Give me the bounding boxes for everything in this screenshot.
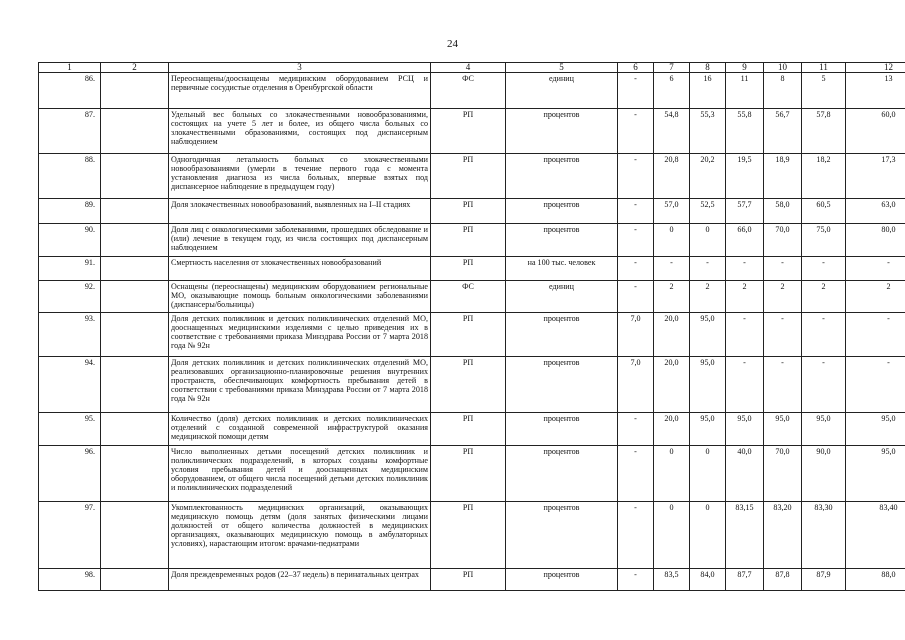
value-col-10: 95,0 [764,413,802,446]
unit-of-measure: единиц [506,73,618,109]
unit-of-measure: процентов [506,569,618,591]
row-number: 91. [39,257,101,281]
value-col-8: 16 [690,73,726,109]
row-number: 93. [39,313,101,357]
value-col-9: 55,8 [726,109,764,154]
value-col-8: 55,3 [690,109,726,154]
value-col-9: 83,15 [726,502,764,569]
value-col-6: 7,0 [618,313,654,357]
unit-of-measure: на 100 тыс. человек [506,257,618,281]
value-col-9: - [726,313,764,357]
indicator-name: Укомплектованность медицинских организаций, оказывающих медицинскую помощь детям (доля занятых физическими лицами должностей от общего количества должностей в медицинских организациях, оказывающих медицинскую помощь в амбулаторных условиях), нарастающим итогом: врачами-педиатрами [169,502,431,569]
indicator-type: ФС [431,73,506,109]
row-number: 89. [39,199,101,224]
value-col-6: 7,0 [618,357,654,413]
column-number: 5 [506,63,618,73]
row-number: 86. [39,73,101,109]
unit-of-measure: единиц [506,281,618,313]
value-col-11: 5 [802,73,846,109]
value-col-12: - [846,257,905,281]
table-row [39,281,905,313]
value-col-7: 20,0 [654,357,690,413]
unit-of-measure: процентов [506,199,618,224]
indicator-name: Количество (доля) детских поликлиник и детских поликлинических отделений с созданной современной инфраструктурой оказания медицинской помощи детям [169,413,431,446]
indicator-name: Смертность населения от злокачественных новообразований [169,257,431,281]
indicator-type: РП [431,199,506,224]
indicator-type: РП [431,154,506,199]
value-col-9: 19,5 [726,154,764,199]
value-col-11: 87,9 [802,569,846,591]
value-col-10: 83,20 [764,502,802,569]
table-row [39,224,905,257]
indicator-type: РП [431,569,506,591]
table-row [39,73,905,109]
column-number: 2 [101,63,169,73]
value-col-7: 20,0 [654,313,690,357]
column-2-cell [101,357,169,413]
column-2-cell [101,446,169,502]
value-col-11: 83,30 [802,502,846,569]
column-number: 11 [802,63,846,73]
value-col-9: 2 [726,281,764,313]
value-col-8: 52,5 [690,199,726,224]
column-number: 10 [764,63,802,73]
indicator-name: Переоснащены/дооснащены медицинским оборудованием РСЦ и первичные сосудистые отделения в Оренбургской области [169,73,431,109]
value-col-6: - [618,199,654,224]
table-row [39,446,905,502]
indicator-name: Удельный вес больных со злокачественными новообразованиями, состоящих на учете 5 лет и более, из общего числа больных со злокачественными образованиями, состоящих под диспансерным наблюдением [169,109,431,154]
value-col-8: 0 [690,502,726,569]
value-col-8: 2 [690,281,726,313]
value-col-10: 70,0 [764,224,802,257]
value-col-8: 20,2 [690,154,726,199]
indicator-name: Доля детских поликлиник и детских поликлинических отделений МО, реализовавших организационно-планировочные решения внутренних пространств, обеспечивающих комфортность пребывания детей в соответствии с требованиями приказа Минздрава России от 7 марта 2018 года № 92н [169,357,431,413]
unit-of-measure: процентов [506,109,618,154]
table-row [39,569,905,591]
indicator-type: РП [431,257,506,281]
unit-of-measure: процентов [506,413,618,446]
table-row [39,199,905,224]
value-col-10: 58,0 [764,199,802,224]
value-col-6: - [618,502,654,569]
column-number: 7 [654,63,690,73]
value-col-9: - [726,257,764,281]
indicator-name: Доля детских поликлиник и детских поликлинических отделений МО, дооснащенных медицинскими изделиями с целью приведения их в соответствие с требованиями приказа Минздрава России от 7 марта 2018 года № 92н [169,313,431,357]
indicator-type: РП [431,109,506,154]
column-2-cell [101,257,169,281]
value-col-9: 87,7 [726,569,764,591]
column-number: 4 [431,63,506,73]
value-col-6: - [618,257,654,281]
value-col-7: - [654,257,690,281]
table-row [39,313,905,357]
value-col-8: - [690,257,726,281]
value-col-6: - [618,154,654,199]
value-col-7: 0 [654,446,690,502]
column-2-cell [101,281,169,313]
indicator-type: РП [431,313,506,357]
value-col-8: 95,0 [690,313,726,357]
page-number: 24 [447,38,458,50]
value-col-6: - [618,446,654,502]
value-col-12: 60,0 [846,109,905,154]
value-col-6: - [618,569,654,591]
value-col-8: 0 [690,224,726,257]
value-col-8: 95,0 [690,413,726,446]
value-col-11: 18,2 [802,154,846,199]
indicator-name: Доля преждевременных родов (22–37 недель) в перинатальных центрах [169,569,431,591]
value-col-8: 95,0 [690,357,726,413]
value-col-11: - [802,357,846,413]
indicator-name: Доля лиц с онкологическими заболеваниями, прошедших обследование и (или) лечение в текущем году, из числа состоящих под диспансерным наблюдением [169,224,431,257]
value-col-7: 2 [654,281,690,313]
value-col-12: 83,40 [846,502,905,569]
column-2-cell [101,199,169,224]
value-col-8: 0 [690,446,726,502]
value-col-6: - [618,413,654,446]
unit-of-measure: процентов [506,154,618,199]
value-col-6: - [618,281,654,313]
value-col-9: 66,0 [726,224,764,257]
value-col-10: - [764,357,802,413]
value-col-11: 2 [802,281,846,313]
value-col-7: 20,8 [654,154,690,199]
indicator-name: Число выполненных детьми посещений детских поликлиник и поликлинических подразделений, в которых созданы комфортные условия пребывания детей и дооснащенных медицинским оборудованием, от общего числа посещений детьми детских поликлиник и поликлинических подразделений [169,446,431,502]
column-2-cell [101,413,169,446]
value-col-7: 83,5 [654,569,690,591]
value-col-9: 95,0 [726,413,764,446]
column-2-cell [101,224,169,257]
unit-of-measure: процентов [506,313,618,357]
value-col-11: - [802,313,846,357]
row-number: 92. [39,281,101,313]
value-col-7: 0 [654,502,690,569]
indicator-type: РП [431,413,506,446]
table-row [39,257,905,281]
table-row [39,357,905,413]
row-number: 94. [39,357,101,413]
column-number: 9 [726,63,764,73]
indicator-type: РП [431,502,506,569]
row-number: 96. [39,446,101,502]
row-number: 98. [39,569,101,591]
value-col-9: 11 [726,73,764,109]
column-2-cell [101,313,169,357]
unit-of-measure: процентов [506,357,618,413]
value-col-10: 8 [764,73,802,109]
row-number: 90. [39,224,101,257]
value-col-11: 90,0 [802,446,846,502]
table-row [39,109,905,154]
value-col-10: 18,9 [764,154,802,199]
indicator-name: Доля злокачественных новообразований, выявленных на I–II стадиях [169,199,431,224]
value-col-12: 2 [846,281,905,313]
row-number: 97. [39,502,101,569]
column-number: 3 [169,63,431,73]
value-col-7: 20,0 [654,413,690,446]
column-2-cell [101,569,169,591]
unit-of-measure: процентов [506,224,618,257]
value-col-9: 57,7 [726,199,764,224]
column-2-cell [101,154,169,199]
value-col-12: 88,0 [846,569,905,591]
value-col-12: 17,3 [846,154,905,199]
value-col-11: 57,8 [802,109,846,154]
row-number: 95. [39,413,101,446]
value-col-10: 87,8 [764,569,802,591]
value-col-12: 13 [846,73,905,109]
indicator-type: ФС [431,281,506,313]
value-col-10: 2 [764,281,802,313]
value-col-11: - [802,257,846,281]
unit-of-measure: процентов [506,446,618,502]
value-col-10: - [764,257,802,281]
indicator-type: РП [431,224,506,257]
value-col-11: 75,0 [802,224,846,257]
value-col-12: 63,0 [846,199,905,224]
value-col-6: - [618,109,654,154]
column-number: 12 [846,63,905,73]
value-col-7: 6 [654,73,690,109]
indicator-name: Одногодичная летальность больных со злокачественными новообразованиями (умерли в течение первого года с момента установления диагноза из числа больных, впервые взятых под диспансерное наблюдение в предыдущем году) [169,154,431,199]
table-row [39,154,905,199]
value-col-7: 54,8 [654,109,690,154]
indicator-type: РП [431,357,506,413]
value-col-10: - [764,313,802,357]
column-number: 6 [618,63,654,73]
column-2-cell [101,502,169,569]
indicators-table [38,62,905,591]
value-col-9: 40,0 [726,446,764,502]
column-2-cell [101,73,169,109]
value-col-12: - [846,357,905,413]
value-col-7: 0 [654,224,690,257]
table-row [39,413,905,446]
column-2-cell [101,109,169,154]
value-col-10: 56,7 [764,109,802,154]
value-col-12: 95,0 [846,413,905,446]
value-col-6: - [618,73,654,109]
value-col-6: - [618,224,654,257]
value-col-10: 70,0 [764,446,802,502]
value-col-8: 84,0 [690,569,726,591]
table-row [39,502,905,569]
value-col-12: - [846,313,905,357]
column-number-row [39,63,905,73]
value-col-12: 80,0 [846,224,905,257]
indicator-type: РП [431,446,506,502]
value-col-9: - [726,357,764,413]
value-col-7: 57,0 [654,199,690,224]
value-col-12: 95,0 [846,446,905,502]
unit-of-measure: процентов [506,502,618,569]
column-number: 1 [39,63,101,73]
row-number: 88. [39,154,101,199]
value-col-11: 60,5 [802,199,846,224]
indicator-name: Оснащены (переоснащены) медицинским оборудованием региональные МО, оказывающие помощь больным онкологическими заболеваниями (диспансеры/больницы) [169,281,431,313]
column-number: 8 [690,63,726,73]
value-col-11: 95,0 [802,413,846,446]
row-number: 87. [39,109,101,154]
